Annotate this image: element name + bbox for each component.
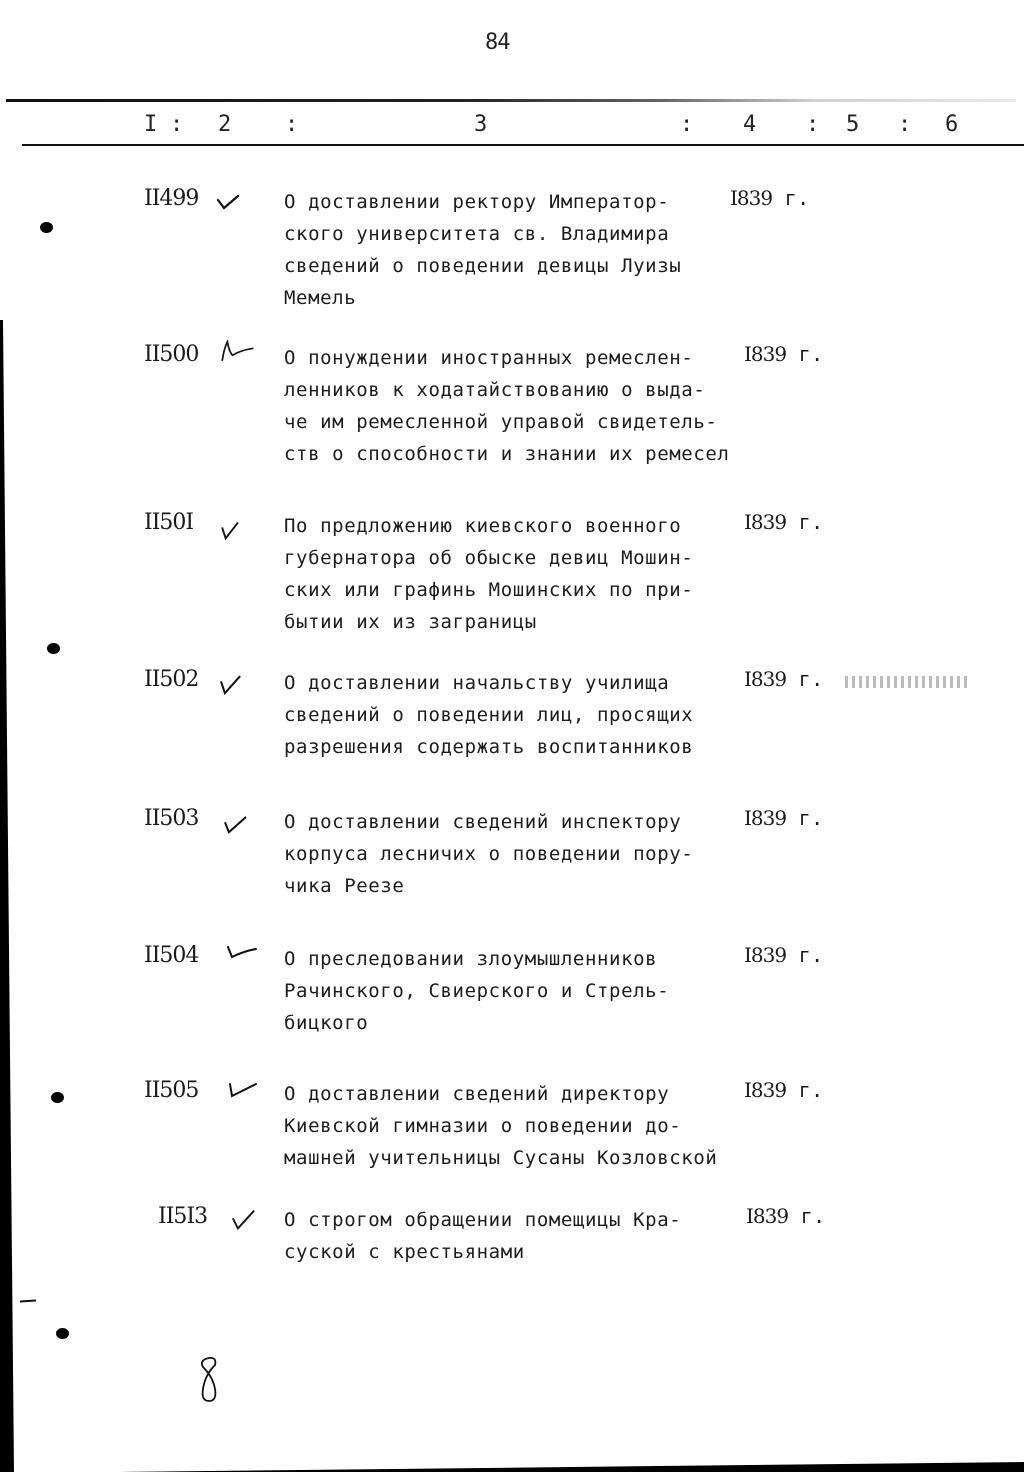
year-suffix: г. [800, 1204, 826, 1228]
column-separator: : [898, 112, 912, 137]
entry-description [284, 667, 754, 763]
year-suffix: г. [798, 1078, 824, 1102]
description-line: машней учительницы Сусаны Козловской [284, 1147, 718, 1169]
check-mark-icon [214, 188, 256, 210]
description-line: О доставлении ректору Император- [284, 191, 670, 213]
description-line: ских или графинь Мошинских по при- [284, 579, 694, 601]
description-line: Мемель [284, 287, 357, 309]
pencil-dash-mark [20, 1299, 36, 1302]
entry-number: II500 [144, 342, 199, 367]
entry-number: II505 [144, 1078, 199, 1103]
description-line: сведений о поведении лиц, просящих [284, 704, 694, 726]
scan-smudge [845, 676, 970, 688]
entry-number: II503 [144, 806, 199, 831]
entry-description [284, 1078, 754, 1174]
year-suffix: г. [798, 806, 824, 830]
year-suffix: г. [798, 943, 824, 967]
check-mark-icon [214, 340, 256, 362]
description-line: губернатора об обыске девиц Мошин- [284, 547, 694, 569]
column-separator: : [680, 112, 694, 137]
entry-year [746, 1204, 826, 1228]
year-suffix: г. [798, 667, 824, 691]
entry-description [284, 806, 754, 902]
description-line: разрешения содержать воспитанников [284, 736, 694, 758]
entry-description [284, 1204, 754, 1268]
punch-hole-mark [56, 1328, 69, 1339]
entry-year [730, 186, 810, 210]
entry-year [744, 510, 824, 534]
description-line: бытии их из заграницы [284, 611, 537, 633]
check-mark-icon [214, 673, 256, 695]
column-label-2: 2 [218, 112, 232, 137]
column-separator: : [806, 112, 820, 137]
punch-hole-mark [47, 643, 60, 654]
header-rule-top [6, 99, 1016, 102]
column-label-6: 6 [945, 112, 959, 137]
column-label-5: 5 [846, 112, 860, 137]
description-line: Киевской гимназии о поведении до- [284, 1115, 682, 1137]
description-line: ств о способности и знании их ремесел [284, 443, 730, 465]
year-value: I839 [744, 1078, 787, 1102]
check-mark-icon [218, 812, 260, 834]
description-line: корпуса лесничих о поведении пору- [284, 843, 694, 865]
year-value: I839 [744, 342, 787, 366]
entry-description [284, 510, 754, 638]
check-mark-icon [224, 1080, 266, 1102]
year-value: I839 [744, 943, 787, 967]
scan-left-edge-shadow [0, 320, 14, 1472]
check-mark-icon [214, 518, 256, 540]
handwritten-eight-mark [195, 1355, 225, 1405]
check-mark-icon [224, 1208, 266, 1230]
year-value: I839 [746, 1204, 789, 1228]
year-suffix: г. [798, 510, 824, 534]
entry-year [744, 667, 824, 691]
entry-year [744, 1078, 824, 1102]
column-separator: : [285, 112, 299, 137]
column-label-1: I [144, 112, 158, 137]
entry-number: II499 [144, 186, 199, 211]
check-mark-icon [222, 943, 264, 965]
entry-number: II502 [144, 667, 199, 692]
entry-number: II5I3 [158, 1204, 208, 1229]
year-suffix: г. [784, 186, 810, 210]
year-value: I839 [744, 667, 787, 691]
entry-description [284, 943, 754, 1039]
scan-bottom-edge-shadow [120, 1462, 1024, 1472]
entry-year [744, 806, 824, 830]
entry-year [744, 342, 824, 366]
description-line: ского университета св. Владимира [284, 223, 670, 245]
punch-hole-mark [51, 1092, 64, 1103]
description-line: суской с крестьянами [284, 1241, 525, 1263]
page-number: 84 [485, 30, 510, 55]
entry-number: II504 [144, 943, 199, 968]
header-rule-bottom [22, 144, 1024, 146]
description-line: че им ремесленной управой свидетель- [284, 411, 718, 433]
description-line: По предложению киевского военного [284, 515, 682, 537]
year-value: I839 [730, 186, 773, 210]
description-line: О преследовании злоумышленников [284, 948, 658, 970]
description-line: чика Реезе [284, 875, 405, 897]
column-separator: : [170, 112, 184, 137]
punch-hole-mark [40, 222, 53, 233]
column-label-3: 3 [474, 112, 488, 137]
description-line: ленников к ходатайствованию о выда- [284, 379, 706, 401]
column-label-4: 4 [743, 112, 757, 137]
description-line: бицкого [284, 1012, 369, 1034]
description-line: О доставлении сведений инспектору [284, 811, 682, 833]
description-line: О строгом обращении помещицы Кра- [284, 1209, 682, 1231]
entry-year [744, 943, 824, 967]
year-suffix: г. [798, 342, 824, 366]
entry-description [284, 342, 754, 470]
year-value: I839 [744, 806, 787, 830]
entry-number: II50I [144, 510, 194, 535]
year-value: I839 [744, 510, 787, 534]
description-line: О доставлении сведений директору [284, 1083, 670, 1105]
description-line: О доставлении начальству училища [284, 672, 670, 694]
description-line: сведений о поведении девицы Луизы [284, 255, 682, 277]
entry-description [284, 186, 754, 314]
description-line: О понуждении иностранных ремеслен- [284, 347, 694, 369]
description-line: Рачинского, Свиерского и Стрель- [284, 980, 670, 1002]
